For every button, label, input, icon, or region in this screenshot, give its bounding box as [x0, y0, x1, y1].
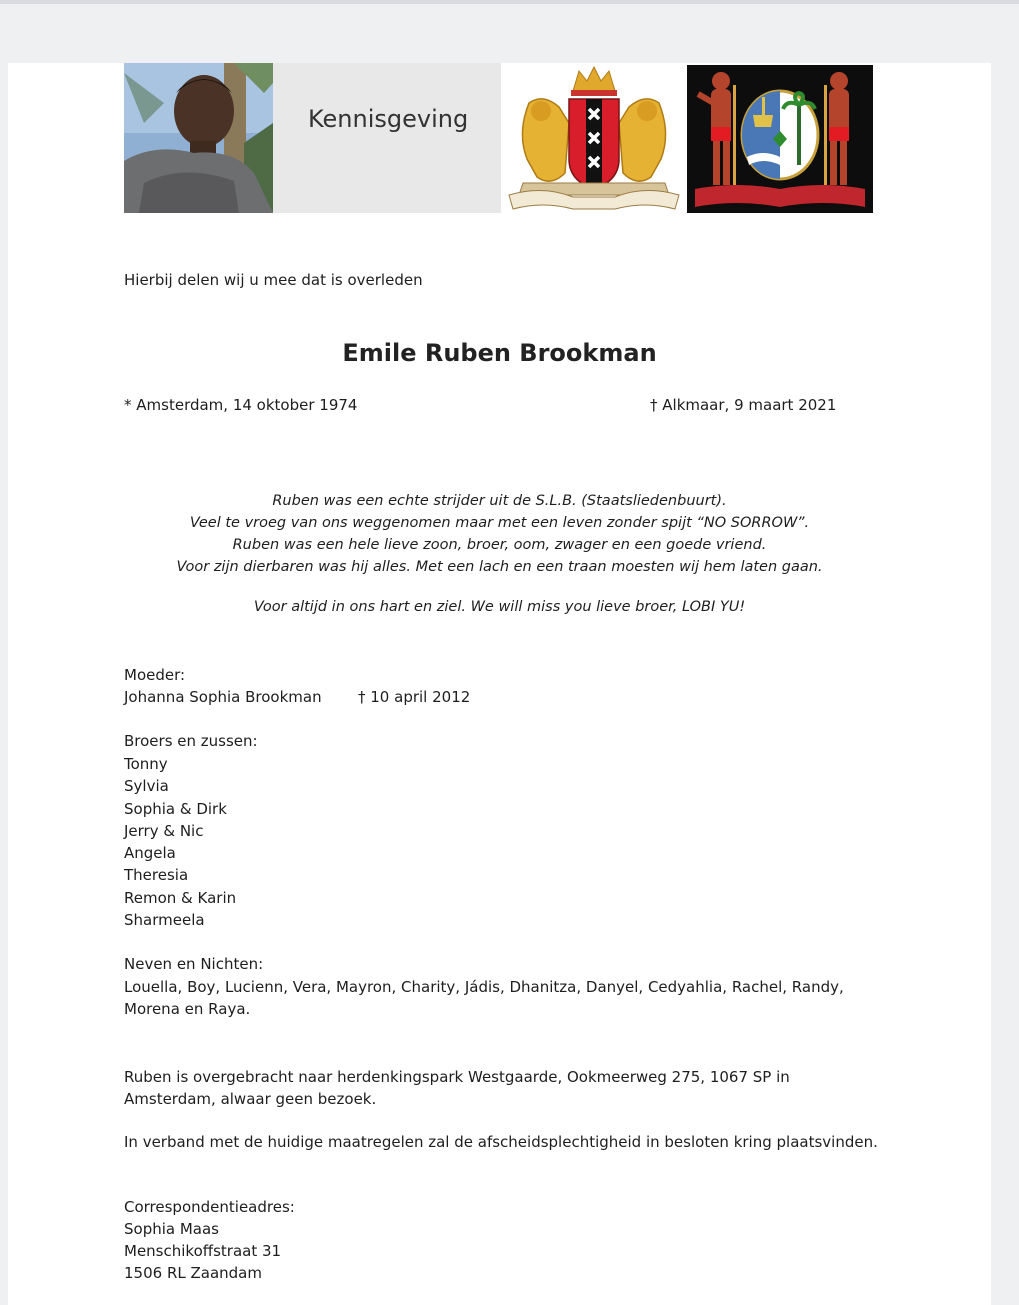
portrait-photo	[124, 63, 273, 213]
correspondence-street: Menschikoffstraat 31	[124, 1242, 282, 1260]
amsterdam-coat-of-arms-icon	[503, 63, 685, 213]
ceremony-text: In verband met de huidige maatregelen zal de afscheidsplechtigheid in besloten kring plaatsvinden.	[124, 1133, 878, 1151]
deceased-name: Emile Ruben Brookman	[342, 339, 657, 367]
suriname-coat-of-arms-icon	[687, 65, 873, 213]
mother-name: Johanna Sophia Brookman	[124, 688, 322, 706]
mother-death-date: † 10 april 2012	[358, 688, 471, 706]
list-item: Remon & Karin	[124, 888, 237, 907]
header-title-box	[273, 63, 501, 213]
list-item: Theresia	[124, 866, 189, 885]
tribute-text	[8, 490, 991, 578]
tribute-line: Voor zijn dierbaren was hij alles. Met een lach en een traan moesten wij hem laten gaan.	[176, 559, 823, 575]
tribute-line: Ruben was een hele lieve zoon, broer, oom, zwager en een goede vriend.	[232, 537, 767, 553]
window-top-bar	[0, 0, 1019, 4]
correspondence-city: 1506 RL Zaandam	[124, 1264, 262, 1282]
transfer-text: Ruben is overgebracht naar herdenkingspark Westgaarde, Ookmeerweg 275, 1067 SP in Amsterdam, alwaar geen bezoek.	[124, 1068, 790, 1108]
list-item: Sharmeela	[124, 911, 205, 930]
list-item: Angela	[124, 844, 176, 863]
list-item: Sylvia	[124, 777, 169, 796]
list-item: Sophia & Dirk	[124, 799, 227, 818]
tribute-line: Ruben was een echte strijder uit de S.L.B. (Staatsliedenbuurt).	[272, 493, 727, 509]
birth-info: * Amsterdam, 14 oktober 1974	[124, 396, 358, 414]
cousins-label: Neven en Nichten:	[124, 955, 264, 973]
intro-text: Hierbij delen wij u mee dat is overleden	[124, 271, 423, 289]
mother-label: Moeder:	[124, 666, 186, 684]
correspondence-label: Correspondentieadres:	[124, 1198, 295, 1216]
tribute-closing: Voor altijd in ons hart en ziel. We will miss you lieve broer, LOBI YU!	[253, 599, 746, 615]
siblings-list	[124, 753, 236, 931]
header-title: Kennisgeving	[308, 105, 469, 133]
cousins-names: Louella, Boy, Lucienn, Vera, Mayron, Charity, Jádis, Dhanitza, Danyel, Cedyahlia, Rachel, Randy, Morena en Raya.	[124, 978, 844, 1018]
notice-page	[8, 63, 991, 1305]
correspondence-name: Sophia Maas	[124, 1220, 219, 1238]
list-item: Jerry & Nic	[124, 821, 204, 840]
siblings-label: Broers en zussen:	[124, 732, 258, 750]
death-info: † Alkmaar, 9 maart 2021	[650, 396, 837, 414]
tribute-line: Veel te vroeg van ons weggenomen maar met een leven zonder spijt “NO SORROW”.	[189, 515, 810, 531]
list-item: Tonny	[124, 755, 168, 773]
